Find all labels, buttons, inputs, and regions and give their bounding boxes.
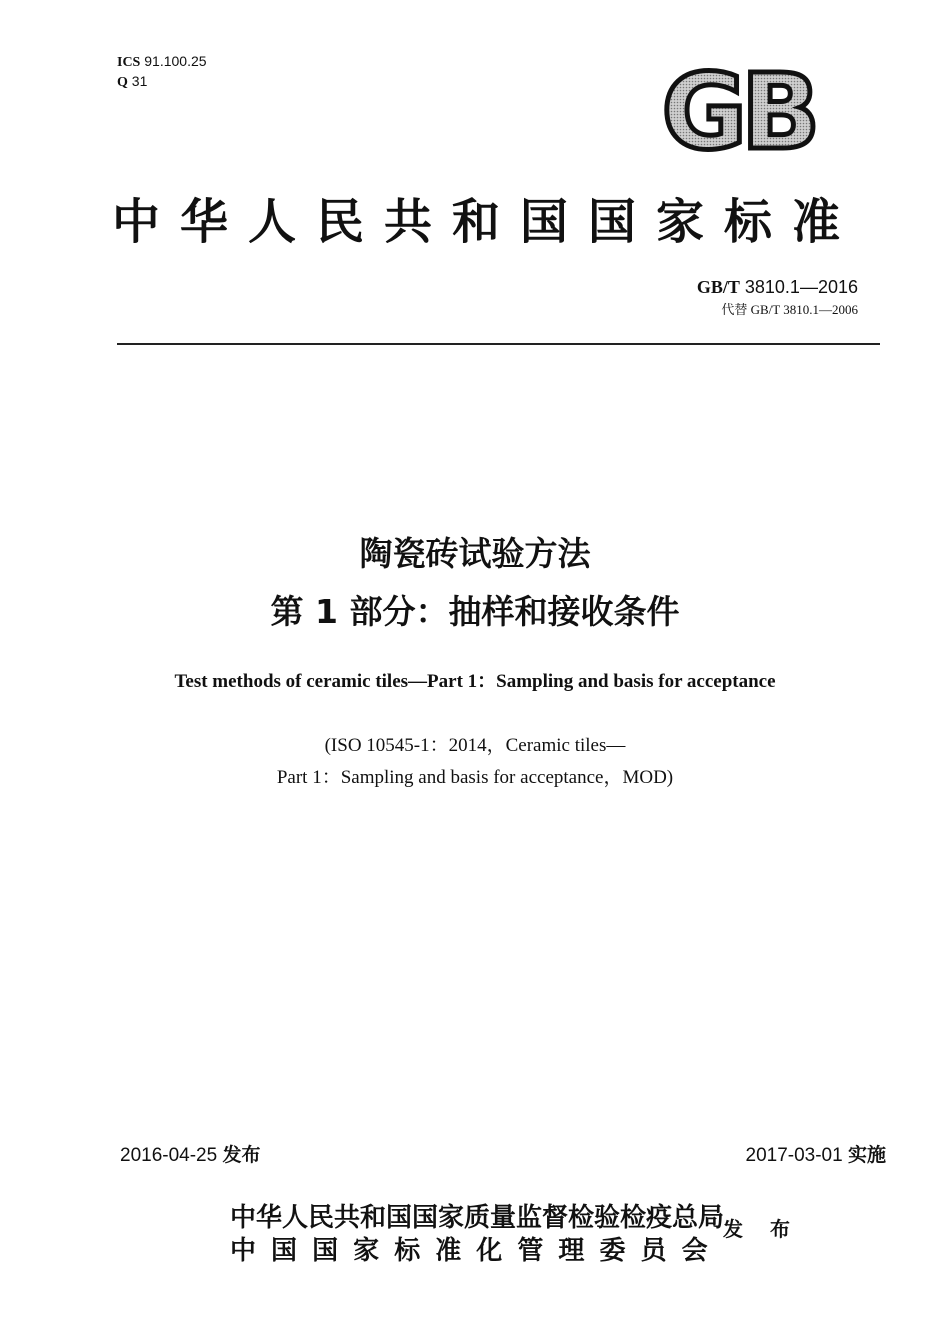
effective-date-value: 2017-03-01 bbox=[745, 1145, 843, 1166]
iso-reference-line2: Part 1：Sampling and basis for acceptance，MOD) bbox=[276, 767, 674, 788]
header-divider bbox=[117, 343, 880, 345]
class-code: 31 bbox=[131, 73, 148, 89]
cn-title-line2: 第 1 部分：抽样和接收条件 bbox=[270, 592, 680, 631]
replaces-note: 代替 GB/T 3810.1—2006 bbox=[721, 302, 858, 317]
effective-label: 实施 bbox=[847, 1144, 886, 1166]
national-standard-title: 中华人民共和国国家标准 bbox=[112, 194, 861, 250]
gb-logo-text: GB bbox=[661, 62, 815, 158]
standard-code: 3810.1—2016 bbox=[744, 277, 858, 297]
issuer-line2: 中 国 国 家 标 准 化 管 理 委 员 会 bbox=[230, 1236, 711, 1266]
ics-code: 91.100.25 bbox=[144, 53, 207, 69]
en-title: Test methods of ceramic tiles—Part 1：Sampling and basis for acceptance bbox=[174, 671, 776, 692]
ics-block bbox=[117, 52, 207, 92]
publish-date bbox=[120, 1140, 261, 1167]
standard-number bbox=[697, 277, 858, 298]
publish-label: 发布 bbox=[222, 1144, 261, 1166]
publish-date-value: 2016-04-25 bbox=[120, 1145, 218, 1166]
effective-date bbox=[746, 1140, 887, 1167]
ics-label: ICS bbox=[117, 55, 141, 70]
issuer-line1: 中华人民共和国国家质量监督检验检疫总局 bbox=[230, 1203, 725, 1233]
cn-title-line1: 陶瓷砖试验方法 bbox=[359, 534, 591, 573]
standard-prefix: GB/T bbox=[696, 277, 740, 297]
iso-reference-line1: (ISO 10545-1：2014，Ceramic tiles— bbox=[324, 735, 626, 756]
class-label: Q bbox=[117, 75, 128, 90]
gb-logo bbox=[643, 62, 833, 158]
issue-label: 发 布 bbox=[723, 1217, 800, 1241]
